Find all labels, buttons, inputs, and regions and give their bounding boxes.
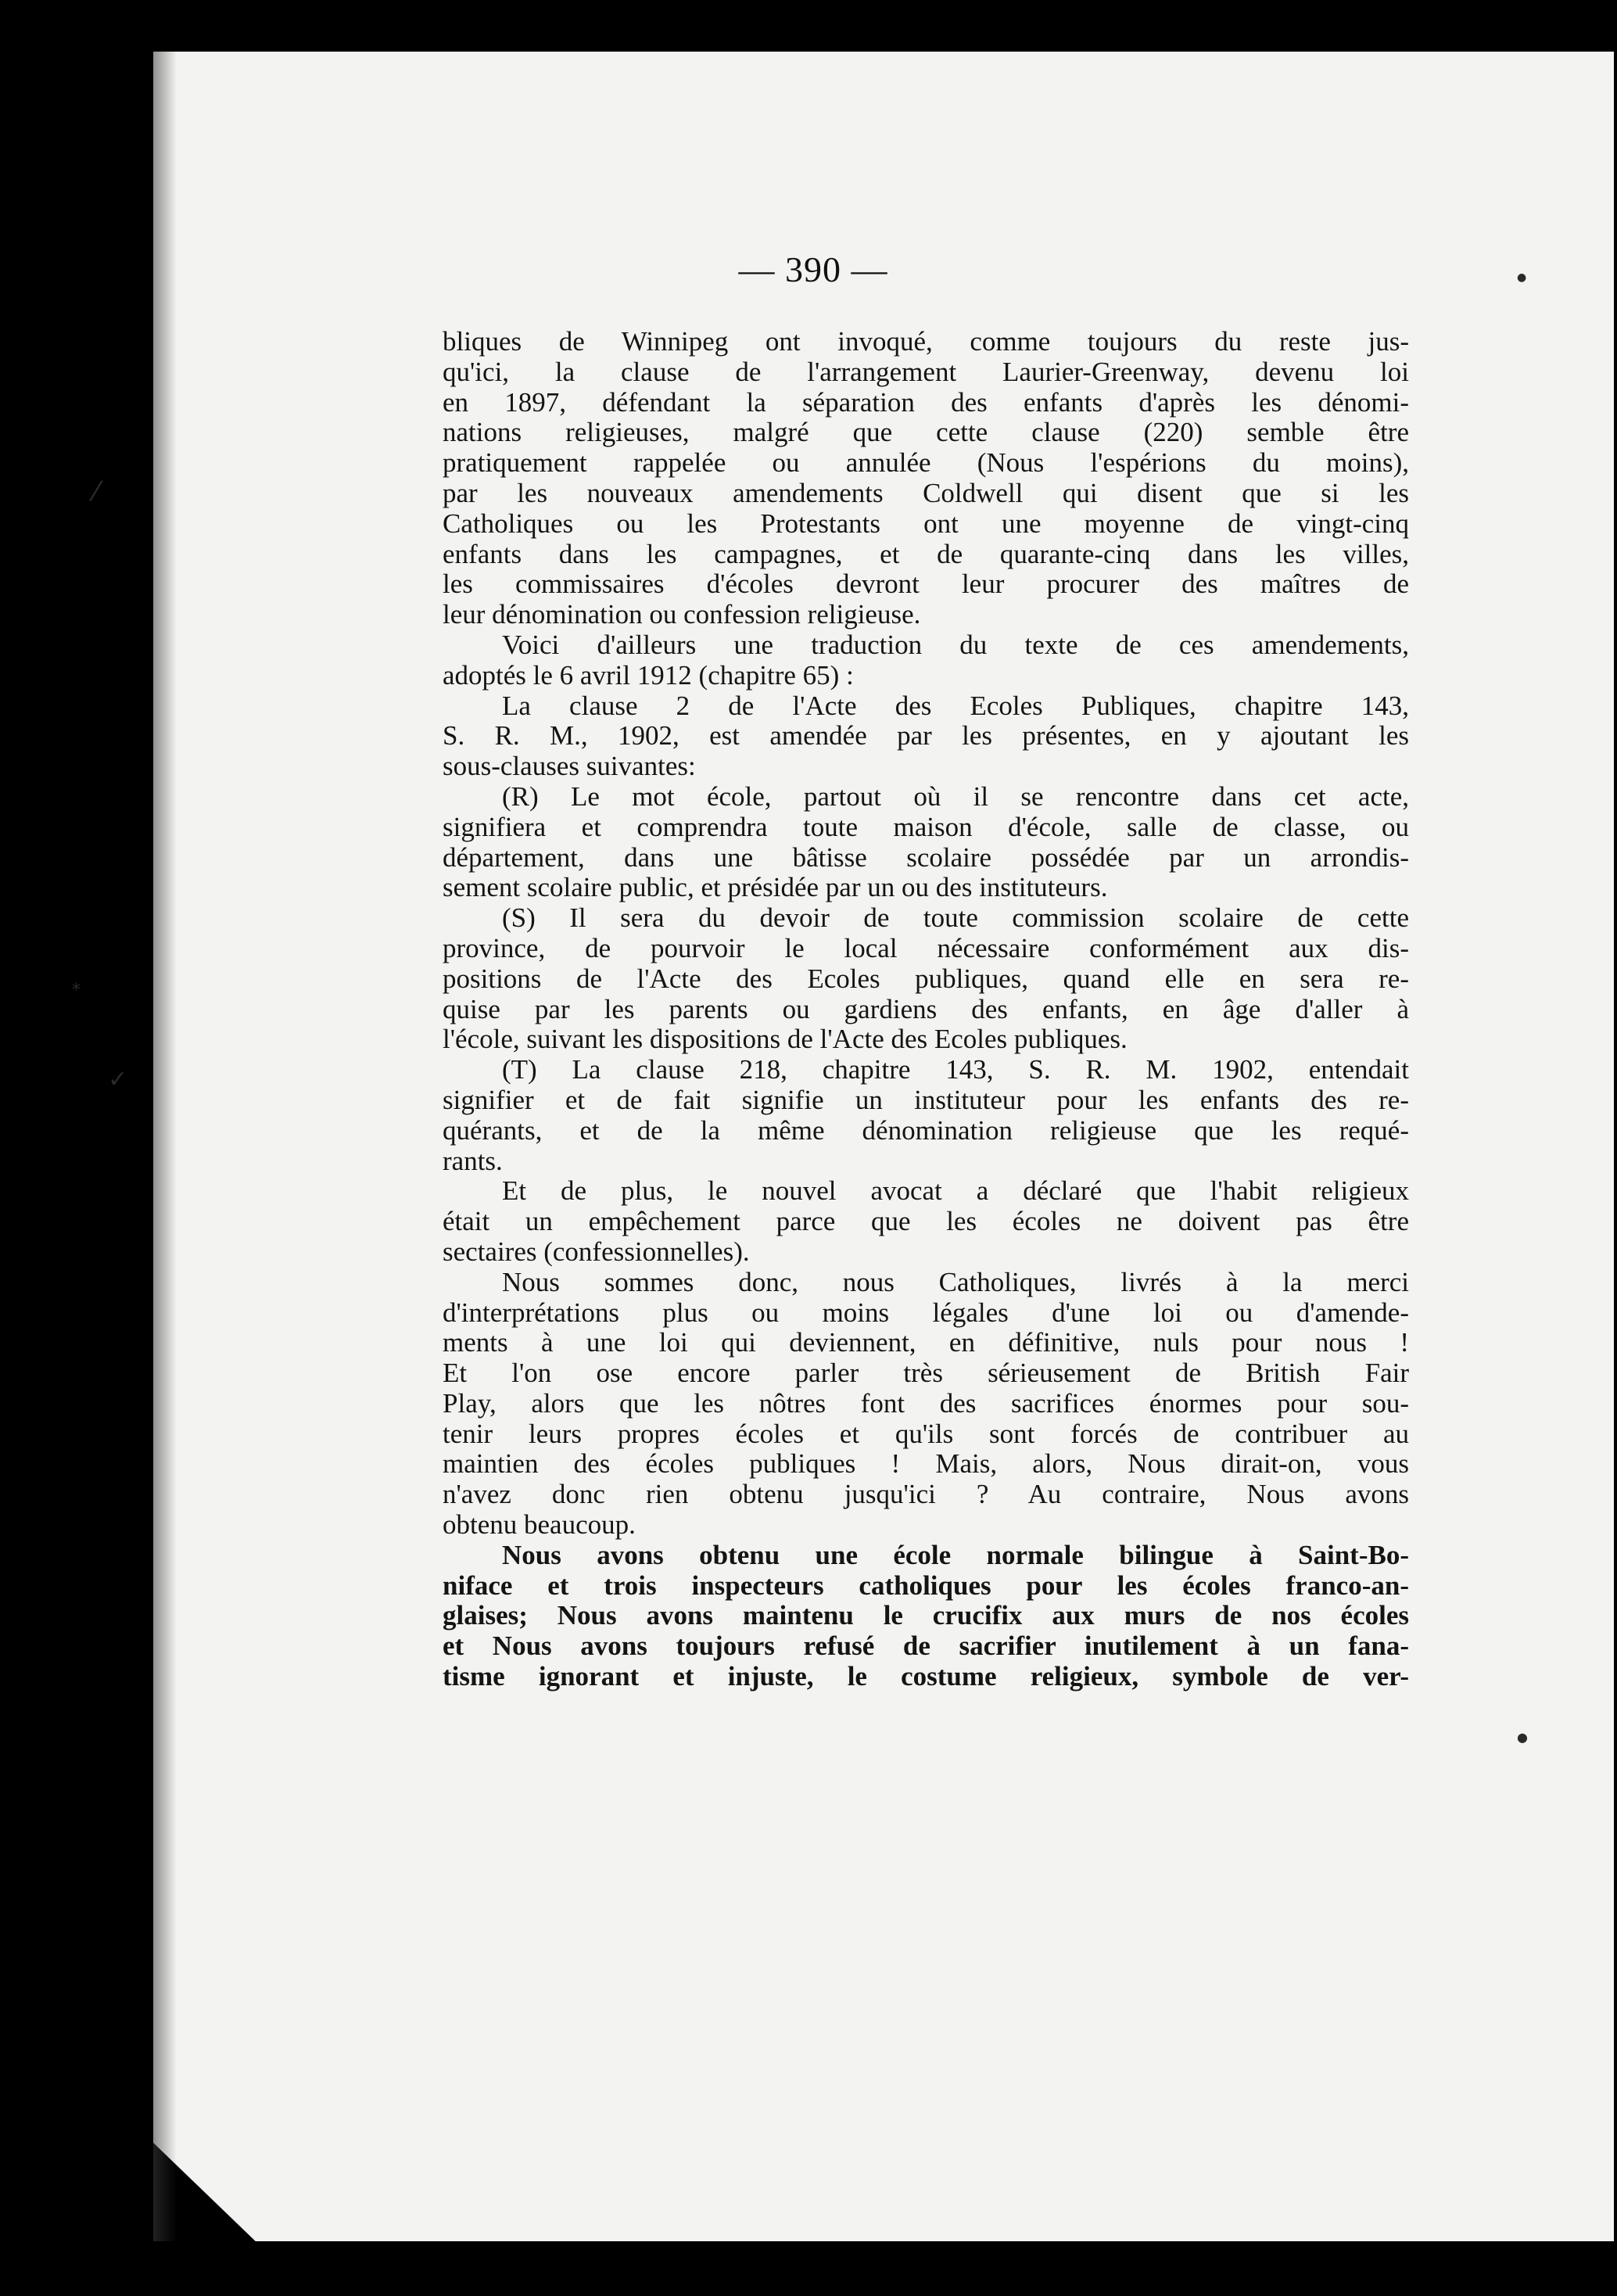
text-line: leur dénomination ou confession religieuse. — [443, 600, 921, 630]
margin-mark: * — [72, 981, 81, 1000]
text-line: Et l'on ose encore parler très sérieusement de British Fair — [443, 1358, 1409, 1389]
text-line: nations religieuses, malgré que cette clause (220) semble être — [443, 418, 1409, 448]
text-line: niface et trois inspecteurs catholiques pour les écoles franco-an- — [443, 1570, 1409, 1601]
page-number: — 390 — — [738, 249, 888, 289]
text-line: Play, alors que les nôtres font des sacrifices énormes pour sou- — [443, 1388, 1409, 1419]
text-line: province, de pourvoir le local nécessaire conformément aux dis- — [443, 933, 1409, 963]
text-line: tisme ignorant et injuste, le costume religieux, symbole de ver- — [443, 1662, 1409, 1692]
text-line: positions de l'Acte des Ecoles publiques, quand elle en sera re- — [443, 963, 1409, 994]
text-line: sous-clauses suivantes: — [443, 752, 696, 782]
text-line: qu'ici, la clause de l'arrangement Laurier-Greenway, devenu loi — [443, 357, 1409, 387]
text-line: pratiquement rappelée ou annulée (Nous l'espérions du moins), — [443, 448, 1409, 479]
margin-mark: ● — [1517, 1730, 1528, 1745]
text-line: rants. — [443, 1146, 503, 1176]
text-line: Nous avons obtenu une école normale bilingue à Saint-Bo- — [502, 1540, 1409, 1570]
text-line: S. R. M., 1902, est amendée par les présentes, en y ajoutant les — [443, 721, 1409, 752]
text-line: La clause 2 de l'Acte des Ecoles Publiques, chapitre 143, — [502, 691, 1409, 721]
text-line: (S) Il sera du devoir de toute commission scolaire de cette — [502, 903, 1409, 934]
text-line: l'école, suivant les dispositions de l'Acte des Ecoles publiques. — [443, 1024, 1128, 1055]
text-line: les commissaires d'écoles devront leur procurer des maîtres de — [443, 569, 1409, 600]
text-line: signifiera et comprendra toute maison d'école, salle de classe, ou — [443, 812, 1409, 842]
text-line: bliques de Winnipeg ont invoqué, comme toujours du reste jus- — [443, 327, 1409, 357]
body-text — [443, 327, 1409, 1692]
margin-mark: ⁄ — [94, 476, 99, 508]
text-line: quérants, et de la même dénomination religieuse que les requé- — [443, 1115, 1409, 1146]
margin-mark: ✓ — [108, 1066, 128, 1093]
text-line: Catholiques ou les Protestants ont une moyenne de vingt-cinq — [443, 508, 1409, 539]
text-line: n'avez donc rien obtenu jusqu'ici ? Au contraire, Nous avons — [443, 1480, 1409, 1510]
text-line: Nous sommes donc, nous Catholiques, livrés à la merci — [502, 1267, 1409, 1297]
text-line: Et de plus, le nouvel avocat a déclaré que l'habit religieux — [502, 1176, 1409, 1207]
text-line: tenir leurs propres écoles et qu'ils sont forcés de contribuer au — [443, 1419, 1409, 1449]
text-line: adoptés le 6 avril 1912 (chapitre 65) : — [443, 660, 854, 691]
text-line: (R) Le mot école, partout où il se rencontre dans cet acte, — [502, 781, 1409, 812]
text-line: (T) La clause 218, chapitre 143, S. R. M. 1902, entendait — [502, 1055, 1409, 1085]
text-line: enfants dans les campagnes, et de quarante-cinq dans les villes, — [443, 539, 1409, 569]
text-line: ments à une loi qui deviennent, en définitive, nuls pour nous ! — [443, 1328, 1409, 1358]
text-line: était un empêchement parce que les écoles ne doivent pas être — [443, 1207, 1409, 1237]
text-line: maintien des écoles publiques ! Mais, alors, Nous dirait-on, vous — [443, 1449, 1409, 1480]
text-line: obtenu beaucoup. — [443, 1510, 636, 1541]
text-line: Voici d'ailleurs une traduction du texte de ces amendements, — [502, 630, 1409, 660]
text-line: sectaires (confessionnelles). — [443, 1236, 750, 1267]
text-line: sement scolaire public, et présidée par un ou des instituteurs. — [443, 873, 1108, 903]
text-line: par les nouveaux amendements Coldwell qui disent que si les — [443, 478, 1409, 508]
text-line: en 1897, défendant la séparation des enfants d'après les dénomi- — [443, 387, 1409, 418]
text-line: signifier et de fait signifie un instituteur pour les enfants des re- — [443, 1085, 1409, 1115]
text-line: et Nous avons toujours refusé de sacrifier inutilement à un fana- — [443, 1631, 1409, 1662]
text-line: glaises; Nous avons maintenu le crucifix aux murs de nos écoles — [443, 1601, 1409, 1631]
text-line: d'interprétations plus ou moins légales d'une loi ou d'amende- — [443, 1297, 1409, 1328]
margin-mark: ● — [1517, 271, 1527, 284]
text-line: département, dans une bâtisse scolaire possédée par un arrondis- — [443, 842, 1409, 873]
text-line: quise par les parents ou gardiens des enfants, en âge d'aller à — [443, 994, 1409, 1024]
